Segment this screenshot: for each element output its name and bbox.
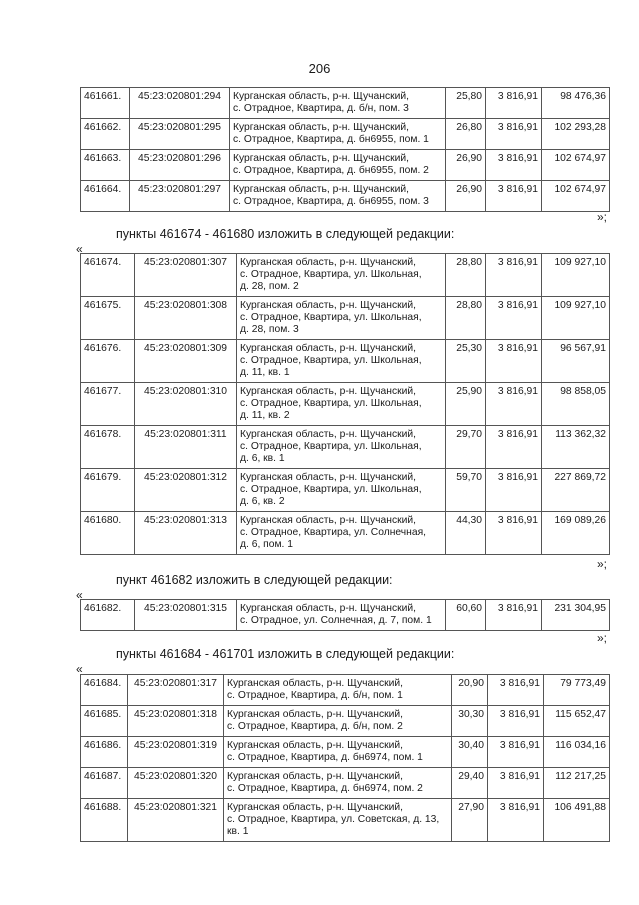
- total-value: 112 217,25: [544, 768, 610, 799]
- cadastral-number: 45:23:020801:308: [135, 297, 237, 340]
- area: 26,90: [446, 181, 486, 212]
- area: 28,80: [446, 254, 486, 297]
- table-row: [81, 88, 610, 119]
- area: 60,60: [446, 600, 486, 631]
- unit-price: 3 816,91: [488, 706, 544, 737]
- total-value: 106 491,88: [544, 799, 610, 842]
- row-number: 461676.: [81, 340, 135, 383]
- area: 20,90: [452, 675, 488, 706]
- table-row: [81, 254, 610, 297]
- address: Курганская область, р-н. Щучанский, с. Отрадное, Квартира, д. бн6974, пом. 2: [224, 768, 452, 799]
- unit-price: 3 816,91: [486, 383, 542, 426]
- address: Курганская область, р-н. Щучанский, с. Отрадное, Квартира, д. бн6955, пом. 1: [230, 119, 446, 150]
- unit-price: 3 816,91: [486, 119, 542, 150]
- table-row: [81, 469, 610, 512]
- table-row: [81, 675, 610, 706]
- registry-table-1: [80, 87, 610, 212]
- amendment-instruction: пункты 461684 - 461701 изложить в следующей редакции:: [116, 647, 455, 661]
- cadastral-number: 45:23:020801:317: [128, 675, 224, 706]
- total-value: 115 652,47: [544, 706, 610, 737]
- total-value: 113 362,32: [542, 426, 610, 469]
- cadastral-number: 45:23:020801:315: [135, 600, 237, 631]
- unit-price: 3 816,91: [486, 469, 542, 512]
- unit-price: 3 816,91: [488, 799, 544, 842]
- page-number: 206: [308, 61, 331, 76]
- area: 59,70: [446, 469, 486, 512]
- closing-quote: »;: [596, 557, 607, 571]
- total-value: 227 869,72: [542, 469, 610, 512]
- table-row: [81, 600, 610, 631]
- total-value: 116 034,16: [544, 737, 610, 768]
- opening-quote: «: [76, 588, 83, 602]
- cadastral-number: 45:23:020801:320: [128, 768, 224, 799]
- closing-quote: »;: [596, 210, 607, 224]
- closing-quote: »;: [596, 631, 607, 645]
- row-number: 461682.: [81, 600, 135, 631]
- cadastral-number: 45:23:020801:321: [128, 799, 224, 842]
- cadastral-number: 45:23:020801:313: [135, 512, 237, 555]
- total-value: 109 927,10: [542, 297, 610, 340]
- total-value: 96 567,91: [542, 340, 610, 383]
- address: Курганская область, р-н. Щучанский, с. Отрадное, Квартира, д. бн6955, пом. 2: [230, 150, 446, 181]
- unit-price: 3 816,91: [488, 675, 544, 706]
- table-row: [81, 768, 610, 799]
- table-row: [81, 512, 610, 555]
- unit-price: 3 816,91: [488, 768, 544, 799]
- unit-price: 3 816,91: [486, 150, 542, 181]
- address: Курганская область, р-н. Щучанский, с. Отрадное, Квартира, д. бн6955, пом. 3: [230, 181, 446, 212]
- amendment-instruction: пункт 461682 изложить в следующей редакции:: [116, 573, 393, 587]
- amendment-instruction: пункты 461674 - 461680 изложить в следующей редакции:: [116, 227, 455, 241]
- area: 28,80: [446, 297, 486, 340]
- row-number: 461662.: [81, 119, 130, 150]
- address: Курганская область, р-н. Щучанский, с. Отрадное, Квартира, д. б/н, пом. 3: [230, 88, 446, 119]
- total-value: 102 293,28: [542, 119, 610, 150]
- address: Курганская область, р-н. Щучанский, с. Отрадное, Квартира, ул. Школьная, д. 28, пом. 2: [237, 254, 446, 297]
- address: Курганская область, р-н. Щучанский, с. Отрадное, Квартира, ул. Школьная, д. 6, кв. 1: [237, 426, 446, 469]
- cadastral-number: 45:23:020801:297: [130, 181, 230, 212]
- row-number: 461678.: [81, 426, 135, 469]
- row-number: 461679.: [81, 469, 135, 512]
- table-row: [81, 426, 610, 469]
- unit-price: 3 816,91: [488, 737, 544, 768]
- row-number: 461664.: [81, 181, 130, 212]
- registry-table-3: [80, 599, 610, 631]
- address: Курганская область, р-н. Щучанский, с. Отрадное, Квартира, ул. Солнечная, д. 6, пом. 1: [237, 512, 446, 555]
- row-number: 461688.: [81, 799, 128, 842]
- row-number: 461686.: [81, 737, 128, 768]
- row-number: 461677.: [81, 383, 135, 426]
- cadastral-number: 45:23:020801:319: [128, 737, 224, 768]
- table-row: [81, 706, 610, 737]
- total-value: 98 476,36: [542, 88, 610, 119]
- table-row: [81, 383, 610, 426]
- table-row: [81, 340, 610, 383]
- area: 29,40: [452, 768, 488, 799]
- unit-price: 3 816,91: [486, 181, 542, 212]
- table-row: [81, 181, 610, 212]
- table-row: [81, 799, 610, 842]
- opening-quote: «: [76, 242, 83, 256]
- row-number: 461674.: [81, 254, 135, 297]
- area: 27,90: [452, 799, 488, 842]
- table-row: [81, 150, 610, 181]
- cadastral-number: 45:23:020801:309: [135, 340, 237, 383]
- total-value: 169 089,26: [542, 512, 610, 555]
- unit-price: 3 816,91: [486, 88, 542, 119]
- total-value: 98 858,05: [542, 383, 610, 426]
- row-number: 461687.: [81, 768, 128, 799]
- row-number: 461685.: [81, 706, 128, 737]
- cadastral-number: 45:23:020801:307: [135, 254, 237, 297]
- address: Курганская область, р-н. Щучанский, с. Отрадное, Квартира, д. б/н, пом. 2: [224, 706, 452, 737]
- unit-price: 3 816,91: [486, 254, 542, 297]
- area: 25,30: [446, 340, 486, 383]
- table-row: [81, 119, 610, 150]
- area: 30,40: [452, 737, 488, 768]
- area: 25,90: [446, 383, 486, 426]
- cadastral-number: 45:23:020801:295: [130, 119, 230, 150]
- total-value: 102 674,97: [542, 181, 610, 212]
- unit-price: 3 816,91: [486, 297, 542, 340]
- address: Курганская область, р-н. Щучанский, с. Отрадное, Квартира, ул. Советская, д. 13, кв. 1: [224, 799, 452, 842]
- table-row: [81, 297, 610, 340]
- address: Курганская область, р-н. Щучанский, с. Отрадное, ул. Солнечная, д. 7, пом. 1: [237, 600, 446, 631]
- row-number: 461684.: [81, 675, 128, 706]
- row-number: 461680.: [81, 512, 135, 555]
- total-value: 102 674,97: [542, 150, 610, 181]
- address: Курганская область, р-н. Щучанский, с. Отрадное, Квартира, д. бн6974, пом. 1: [224, 737, 452, 768]
- area: 26,80: [446, 119, 486, 150]
- table-row: [81, 737, 610, 768]
- total-value: 231 304,95: [542, 600, 610, 631]
- area: 30,30: [452, 706, 488, 737]
- cadastral-number: 45:23:020801:296: [130, 150, 230, 181]
- address: Курганская область, р-н. Щучанский, с. Отрадное, Квартира, ул. Школьная, д. 28, пом. 3: [237, 297, 446, 340]
- cadastral-number: 45:23:020801:311: [135, 426, 237, 469]
- cadastral-number: 45:23:020801:312: [135, 469, 237, 512]
- total-value: 79 773,49: [544, 675, 610, 706]
- total-value: 109 927,10: [542, 254, 610, 297]
- area: 44,30: [446, 512, 486, 555]
- address: Курганская область, р-н. Щучанский, с. Отрадное, Квартира, ул. Школьная, д. 11, кв. 1: [237, 340, 446, 383]
- unit-price: 3 816,91: [486, 512, 542, 555]
- cadastral-number: 45:23:020801:294: [130, 88, 230, 119]
- opening-quote: «: [76, 662, 83, 676]
- address: Курганская область, р-н. Щучанский, с. Отрадное, Квартира, д. б/н, пом. 1: [224, 675, 452, 706]
- address: Курганская область, р-н. Щучанский, с. Отрадное, Квартира, ул. Школьная, д. 11, кв. 2: [237, 383, 446, 426]
- unit-price: 3 816,91: [486, 340, 542, 383]
- unit-price: 3 816,91: [486, 426, 542, 469]
- row-number: 461663.: [81, 150, 130, 181]
- unit-price: 3 816,91: [486, 600, 542, 631]
- area: 25,80: [446, 88, 486, 119]
- cadastral-number: 45:23:020801:310: [135, 383, 237, 426]
- area: 29,70: [446, 426, 486, 469]
- cadastral-number: 45:23:020801:318: [128, 706, 224, 737]
- row-number: 461661.: [81, 88, 130, 119]
- address: Курганская область, р-н. Щучанский, с. Отрадное, Квартира, ул. Школьная, д. 6, кв. 2: [237, 469, 446, 512]
- area: 26,90: [446, 150, 486, 181]
- row-number: 461675.: [81, 297, 135, 340]
- registry-table-2: [80, 253, 610, 555]
- registry-table-4: [80, 674, 610, 842]
